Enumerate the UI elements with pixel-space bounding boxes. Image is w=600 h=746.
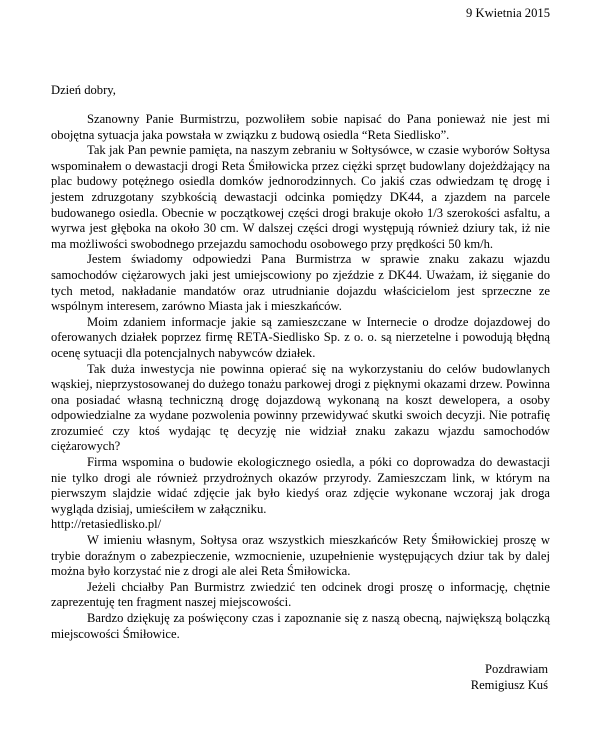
paragraph-intro: Szanowny Panie Burmistrzu, pozwoliłem sobie napisać do Pana ponieważ nie jest mi obojętna sytuacja jaka powstała w związku z budową osiedla “Reta Siedlisko”. xyxy=(51,112,550,142)
letter-date: 9 Kwietnia 2015 xyxy=(466,6,550,20)
paragraph-thanks: Bardzo dziękuję za poświęcony czas i zapoznanie się z naszą obecną, największą bolączką miejscowości Śmiłowice. xyxy=(51,611,550,641)
paragraph-invitation: Jeżeli chciałby Pan Burmistrz zwiedzić ten odcinek drogi proszę o informację, chętnie zaprezentuję ten fragment naszej miejscowości. xyxy=(51,579,550,610)
letter-body xyxy=(51,112,550,642)
website-link[interactable]: http://retasiedlisko.pl/ xyxy=(51,517,162,532)
paragraph-traffic-sign: Jestem świadomy odpowiedzi Pana Burmistrza w sprawie znaku zakazu wjazdu samochodów ciężarowych jaki jest umiejscowiony po zjeździe z DK44. Uważam, iż sięganie do tych metod, nakładanie mandatów oraz utrudnianie dojazdu właścicielom jest sprzeczne ze wspólnym interesem, zarówno Miasta jak i mieszkańców. xyxy=(51,252,550,314)
paragraph-request: W imieniu własnym, Sołtysa oraz wszystkich mieszkańców Rety Śmiłowickiej proszę w trybie doraźnym o zabezpieczenie, wzmocnienie, uzupełnienie występujących dziur tak by dalej można było korzystać nie z drogi ale alei Reta Śmiłowicka. xyxy=(51,533,550,579)
paragraph-investment: Tak duża inwestycja nie powinna opierać się na wykorzystaniu do celów budowlanych wąskiej, nieprzystosowanej do dużego tonażu parkowej drogi z pięknymi okazami drzew. Powinna ona posiadać własną techniczną drogę dojazdową wykonaną na koszt dewelopera, a osoby odpowiedzialne za wydane pozwolenia powinny przewidywać skutki swoich decyzji. Nie potrafię zrozumieć czy ktoś wydając tę decyzję nie widział znaku zakazu wjazdu samochodów ciężarowych? xyxy=(51,361,550,454)
letter-closing xyxy=(471,661,548,693)
paragraph-ecological: Firma wspomina o budowie ekologicznego osiedla, a póki co doprowadza do dewastacji nie tylko drogi ale również przydrożnych okazów przyrody. Zamieszczam link, w którym na pierwszym slajdzie widać zdjęcie jak było kiedyś oraz zdjęcie wykonane wczoraj jak droga wygląda dzisiaj, umieściłem w załączniku. xyxy=(51,455,550,516)
paragraph-road-damage: Tak jak Pan pewnie pamięta, na naszym zebraniu w Sołtysówce, w czasie wyborów Sołtysa wspominałem o dewastacji drogi Reta Śmiłowicka przez ciężki sprzęt budowlany dojeżdżający na plac budowy potężnego osiedla domków jednorodzinnych. Co jakiś czas odwiedzam tę drogę i jestem zdruzgotany szybkością dewastacji odcinka pomiędzy DK44, a zjazdem na parcele budowanego osiedla. Obecnie w początkowej części drogi brakuje około 1/3 szerokości asfaltu, a wyrwa jest głęboka na około 30 cm. W dalszej części drogi występują również dziury tak, iż nie ma możliwości swobodnego przejazdu samochodu osobowego przy prędkości 50 km/h. xyxy=(51,143,550,251)
paragraph-internet-info: Moim zdaniem informacje jakie są zamieszczane w Internecie o drodze dojazdowej do oferowanych działek poprzez firmę RETA-Siedlisko Sp. z o. o. są nierzetelne i powodują błędną ocenę sytuacji dla potencjalnych nabywców działek. xyxy=(51,314,550,360)
signature-name: Remigiusz Kuś xyxy=(470,678,548,692)
letter-greeting: Dzień dobry, xyxy=(51,83,116,97)
closing-salutation: Pozdrawiam xyxy=(485,662,548,676)
